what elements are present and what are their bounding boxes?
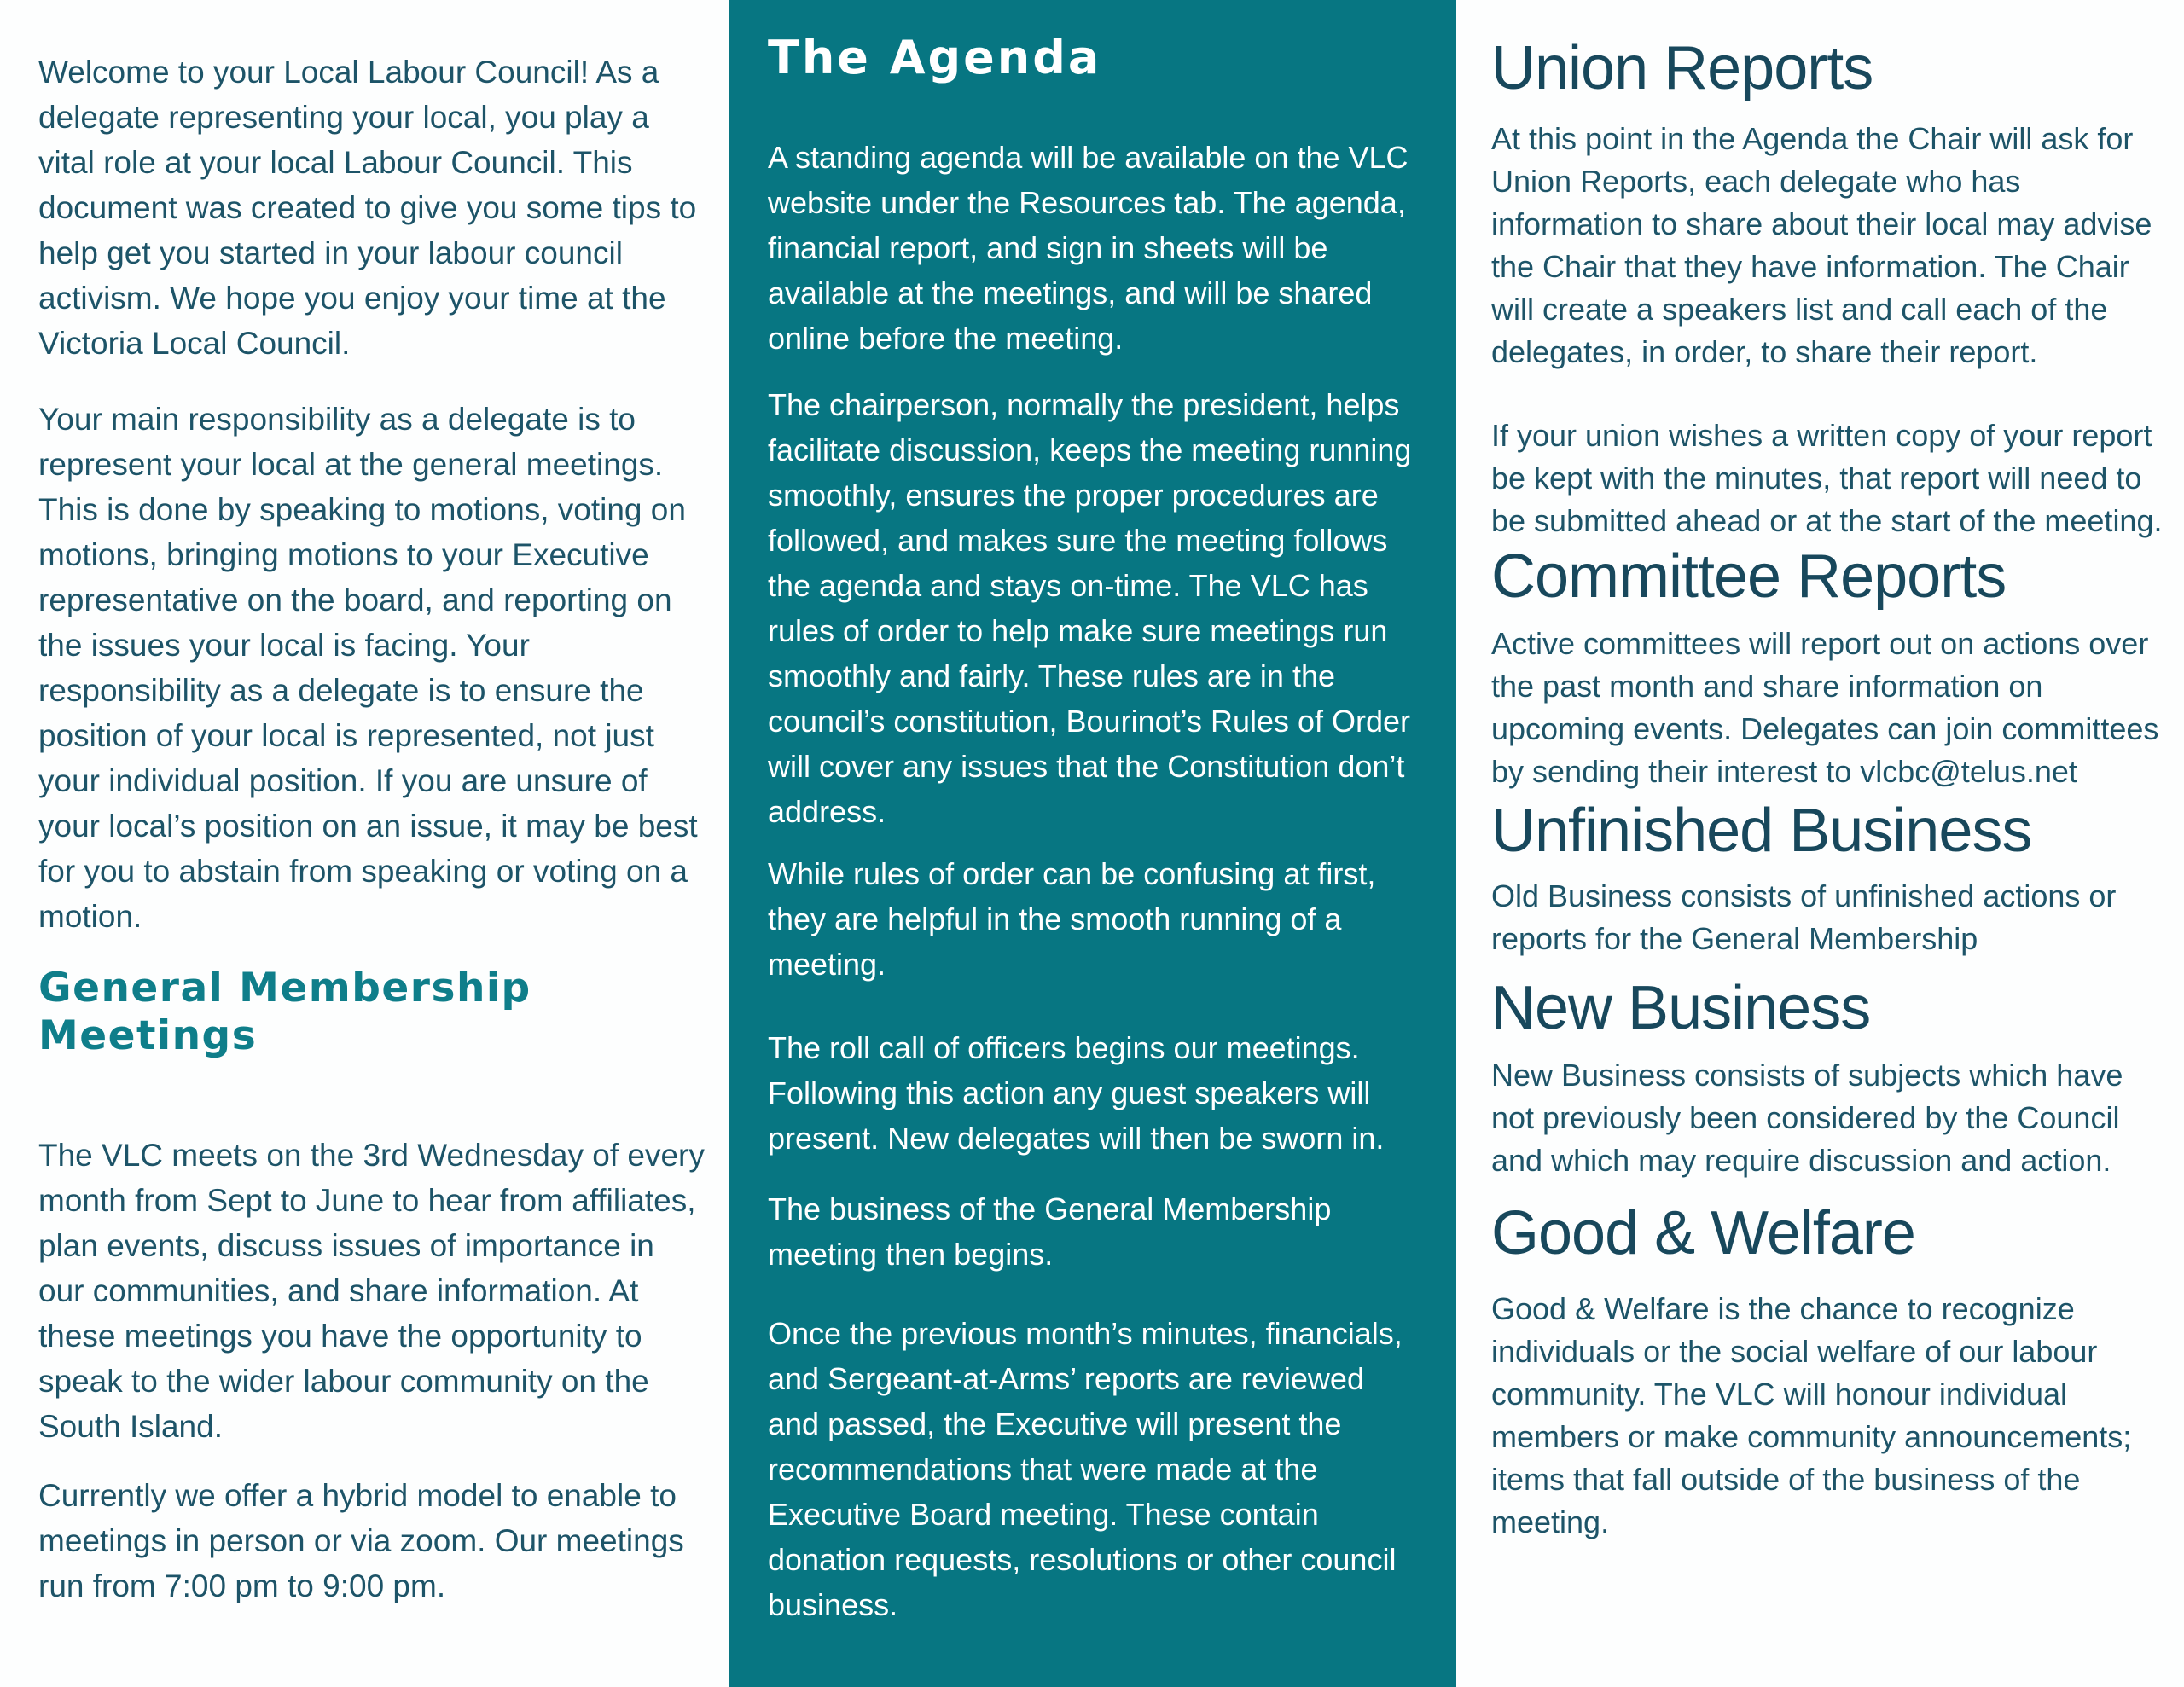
section-heading-general-membership-meetings: General Membership Meetings [38, 965, 531, 1059]
agenda-panel [729, 0, 1456, 1687]
good-and-welfare-paragraph: Good & Welfare is the chance to recognize individuals or the social welfare of our labour community. The VLC will honour individual members or make community announcements; items that fall outside of the business of the meeting. [1491, 1291, 2132, 1539]
committee-reports-paragraph: Active committees will report out on actions over the past month and share information on upcoming events. Delegates can join committees by sending their interest to vlcbc@telus.net [1491, 626, 2159, 789]
section-heading-good-and-welfare: Good & Welfare [1491, 1199, 1915, 1267]
welcome-paragraph: Welcome to your Local Labour Council! As a delegate representing your local, you play a vital role at your local Labour Council. This document was created to give you some tips to help get you started in your labour council activism. We hope you enjoy your time at the Victoria Local Council. [38, 55, 697, 361]
minutes-review-paragraph: Once the previous month’s minutes, financials, and Sergeant-at-Arms’ reports are reviewed and passed, the Executive will present the recommendations that were made at the Executive Board meeting. These contain donation requests, resolutions or other council business. [768, 1316, 1403, 1622]
rules-of-order-paragraph: While rules of order can be confusing at first, they are helpful in the smooth running of a meeting. [768, 856, 1376, 982]
hybrid-model-paragraph: Currently we offer a hybrid model to enable to meetings in person or via zoom. Our meetings run from 7:00 pm to 9:00 pm. [38, 1478, 684, 1603]
section-heading-union-reports: Union Reports [1491, 34, 1873, 102]
section-heading-the-agenda: The Agenda [768, 31, 1102, 84]
union-reports-paragraph-2: If your union wishes a written copy of your report be kept with the minutes, that report will need to be submitted ahead or at the start of the meeting. [1491, 418, 2163, 538]
business-begins-paragraph: The business of the General Membership meeting then begins. [768, 1191, 1332, 1272]
section-heading-new-business: New Business [1491, 974, 1871, 1042]
unfinished-business-paragraph: Old Business consists of unfinished actions or reports for the General Membership [1491, 878, 2117, 956]
left-column [38, 0, 708, 1609]
delegate-responsibility-paragraph: Your main responsibility as a delegate is to represent your local at the general meetings. This is done by speaking to motions, voting on motions, bringing motions to your Executive representative on the board, and reporting on the issues your local is facing. Your responsibility as a delegate is to ensure the position of your local is represented, not just your individual position. If you are unsure of your local’s position on an issue, it may be best for you to abstain from speaking or voting on a motion. [38, 402, 698, 934]
right-column [1491, 0, 2174, 1544]
roll-call-paragraph: The roll call of officers begins our meetings. Following this action any guest speakers will present. New delegates will then be sworn in. [768, 1030, 1385, 1156]
section-heading-committee-reports: Committee Reports [1491, 542, 2007, 611]
section-heading-unfinished-business: Unfinished Business [1491, 797, 2032, 865]
chairperson-paragraph: The chairperson, normally the president, helps facilitate discussion, keeps the meeting running smoothly, ensures the proper procedures are followed, and makes sure the meeting follows the agenda and stays on-time. The VLC has rules of order to help make sure meetings run smoothly and fairly. These rules are in the council’s constitution, Bourinot’s Rules of Order will cover any issues that the Constitution don’t address. [768, 387, 1412, 829]
union-reports-paragraph-1: At this point in the Agenda the Chair will ask for Union Reports, each delegate who has information to share about their local may advise the Chair that they have information. The Chair will create a speakers list and call each of the delegates, in order, to share their report. [1491, 121, 2152, 369]
meeting-schedule-paragraph: The VLC meets on the 3rd Wednesday of every month from Sept to June to hear from affiliates, plan events, discuss issues of importance in our communities, and share information. At these meetings you have the opportunity to speak to the wider labour community on the South Island. [38, 1138, 705, 1444]
new-business-paragraph: New Business consists of subjects which have not previously been considered by the Council and which may require discussion and action. [1491, 1058, 2123, 1178]
standing-agenda-paragraph: A standing agenda will be available on the VLC website under the Resources tab. The agenda, financial report, and sign in sheets will be available at the meetings, and will be shared online before the meeting. [768, 140, 1409, 356]
